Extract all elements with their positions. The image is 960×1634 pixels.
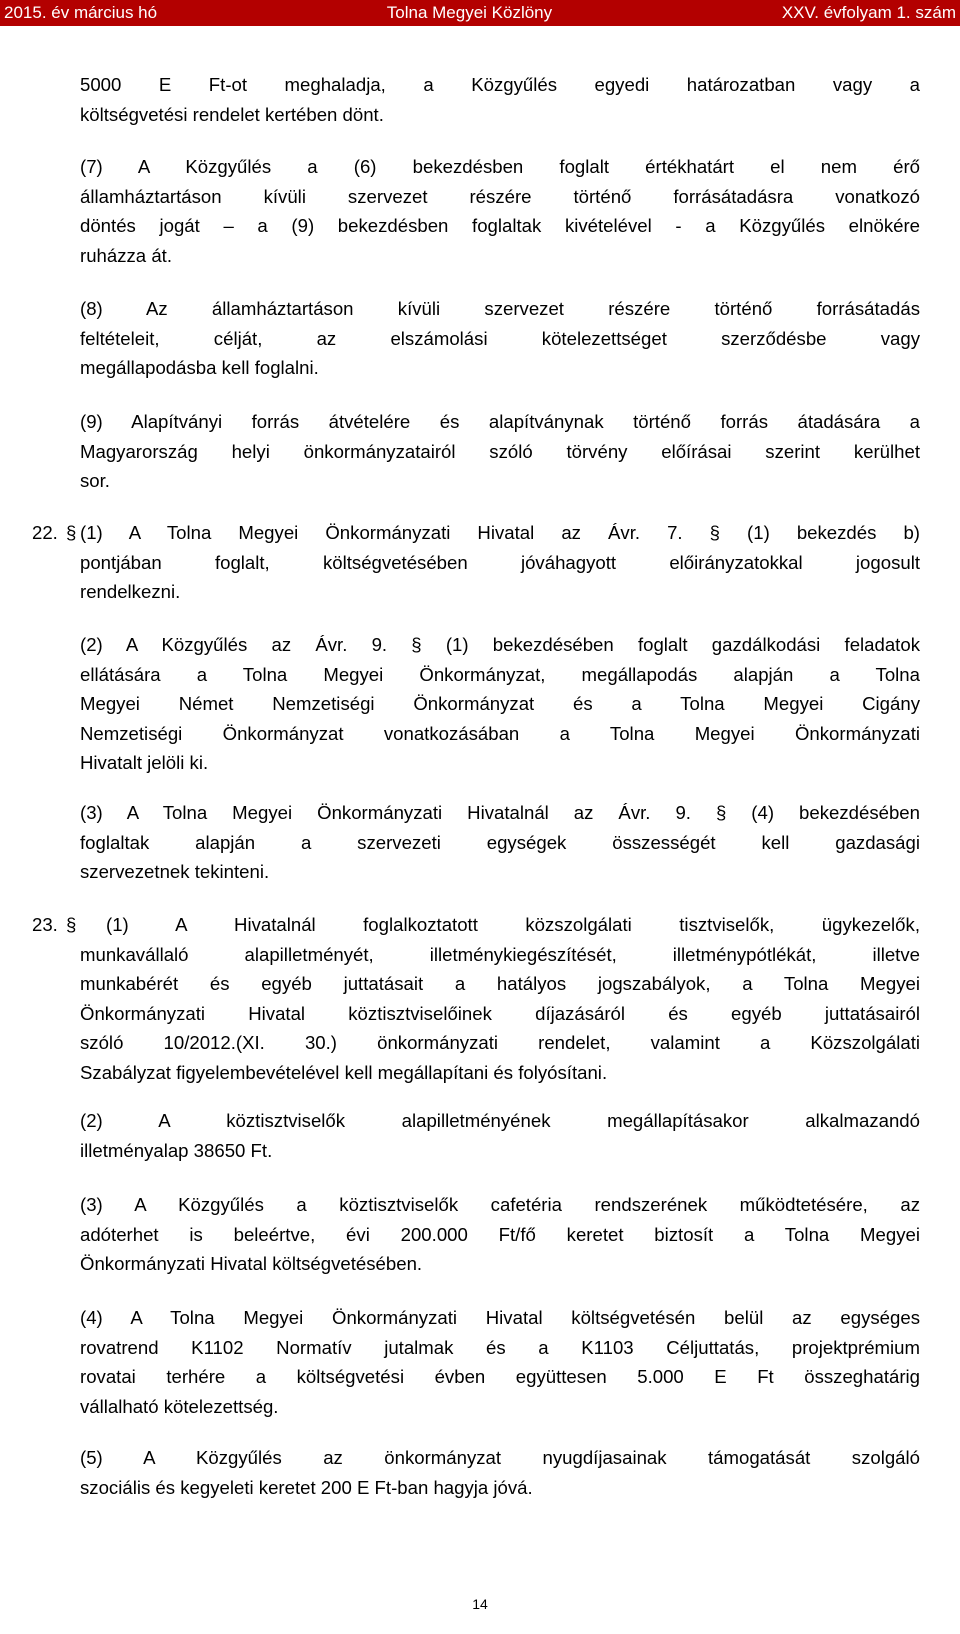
text-line: költségvetési rendelet kertében dönt. — [80, 103, 384, 125]
text-line: Önkormányzati Hivatal költségvetésében. — [80, 1253, 423, 1274]
text-line: (8) Az államháztartáson kívüli szervezet részére történő forrásátadás — [80, 298, 920, 319]
paragraph-9 — [80, 407, 920, 496]
section-23-number: 23. — [32, 914, 58, 935]
section-22-sign: § — [66, 522, 77, 543]
text-line: szóló 10/2012.(XI. 30.) önkormányzati rendelet, valamint a Közszolgálati — [80, 1032, 920, 1053]
text-line: (1) A Hivatalnál foglalkoztatott közszolgálati tisztviselők, ügykezelők, — [106, 914, 920, 935]
text-line: munkavállaló alapilletményét, illetménykiegészítését, illetménypótlékát, illetve — [80, 943, 920, 965]
text-line: rovatai terhére a költségvetési évben együttesen 5.000 E Ft összeghatárig — [80, 1366, 920, 1387]
page-header — [0, 0, 960, 26]
section-23-paragraph-2 — [80, 1106, 920, 1165]
text-line: szervezetnek tekinteni. — [80, 861, 270, 882]
text-line: munkabérét és egyéb juttatásait a hatályos jogszabályok, a Tolna Megyei — [80, 973, 920, 994]
section-22-paragraph-3 — [80, 798, 920, 887]
text-line: Önkormányzati Hivatal köztisztviselőinek díjazásáról és egyéb juttatásairól — [80, 1002, 920, 1024]
text-line: Megyei Német Nemzetiségi Önkormányzat és a Tolna Megyei Cigány — [80, 693, 920, 714]
text-line: foglaltak alapján a szervezeti egységek összességét kell gazdasági — [80, 831, 920, 853]
text-line: ruházza át. — [80, 244, 172, 266]
text-line: illetményalap 38650 Ft. — [80, 1139, 273, 1161]
paragraph-8 — [80, 294, 920, 383]
text-line: vállalható kötelezettség. — [80, 1395, 279, 1417]
text-line: (5) A Közgyűlés az önkormányzat nyugdíjasainak támogatását szolgáló — [80, 1447, 920, 1468]
text-line: (7) A Közgyűlés a (6) bekezdésben foglalt értékhatárt el nem érő — [80, 156, 920, 177]
text-line: döntés jogát – a (9) bekezdésben foglaltak kivételével - a Közgyűlés elnökére — [80, 215, 920, 236]
text-line: (3) A Közgyűlés a köztisztviselők cafetéria rendszerének működtetésére, az — [80, 1194, 920, 1215]
header-date: 2015. év március hó — [4, 3, 158, 22]
text-line: Szabályzat figyelembevételével kell megállapítani és folyósítani. — [80, 1061, 608, 1083]
text-line: 5000 E Ft-ot meghaladja, a Közgyűlés egyedi határozatban vagy a — [80, 74, 920, 95]
section-23-paragraph-5 — [80, 1443, 920, 1502]
header-title: Tolna Megyei Közlöny — [386, 3, 553, 22]
text-line: Nemzetiségi Önkormányzat vonatkozásában a Tolna Megyei Önkormányzati — [80, 722, 920, 744]
text-line: Magyarország helyi önkormányzatairól szóló törvény előírásai szerint kerülhet — [80, 440, 920, 462]
header-volume: XXV. évfolyam 1. szám — [781, 3, 956, 22]
page-number: 14 — [472, 1596, 488, 1612]
text-line: (9) Alapítványi forrás átvételére és alapítványnak történő forrás átadására a — [80, 411, 920, 432]
text-line: Hivatalt jelöli ki. — [80, 752, 209, 773]
section-22-paragraph-2 — [80, 630, 920, 778]
text-line: megállapodásba kell foglalni. — [80, 357, 319, 378]
text-line: (2) A Közgyűlés az Ávr. 9. § (1) bekezdésében foglalt gazdálkodási feladatok — [80, 634, 920, 655]
text-line: szociális és kegyeleti keretet 200 E Ft-ban hagyja jóvá. — [80, 1476, 533, 1498]
text-line: pontjában foglalt, költségvetésében jóváhagyott előirányzatokkal jogosult — [80, 551, 920, 573]
page-footer — [0, 1596, 960, 1612]
paragraph-continuation — [80, 70, 920, 129]
text-line: (4) A Tolna Megyei Önkormányzati Hivatal költségvetésén belül az egységes — [80, 1307, 920, 1328]
text-line: rovatrend K1102 Normatív jutalmak és a K1103 Céljuttatás, projektprémium — [80, 1336, 920, 1358]
text-line: államháztartáson kívüli szervezet részére történő forrásátadásra vonatkozó — [80, 185, 920, 207]
section-23-paragraph-3 — [80, 1190, 920, 1279]
section-23-paragraph-1 — [80, 910, 920, 1087]
text-line: (3) A Tolna Megyei Önkormányzati Hivatalnál az Ávr. 9. § (4) bekezdésében — [80, 802, 920, 823]
section-22-paragraph-1 — [80, 518, 920, 607]
text-line: (1) A Tolna Megyei Önkormányzati Hivatal az Ávr. 7. § (1) bekezdés b) — [80, 522, 920, 543]
section-22-number: 22. — [32, 522, 58, 543]
section-23-sign: § — [66, 914, 77, 935]
text-line: sor. — [80, 470, 110, 491]
text-line: ellátására a Tolna Megyei Önkormányzat, megállapodás alapján a Tolna — [80, 663, 920, 685]
section-23-paragraph-4 — [80, 1303, 920, 1421]
paragraph-7 — [80, 152, 920, 270]
text-line: rendelkezni. — [80, 581, 181, 602]
text-line: feltételeit, célját, az elszámolási kötelezettséget szerződésbe vagy — [80, 327, 920, 349]
text-line: adóterhet is beleértve, évi 200.000 Ft/fő keretet biztosít a Tolna Megyei — [80, 1223, 920, 1245]
text-line: (2) A köztisztviselők alapilletményének megállapításakor alkalmazandó — [80, 1110, 920, 1131]
